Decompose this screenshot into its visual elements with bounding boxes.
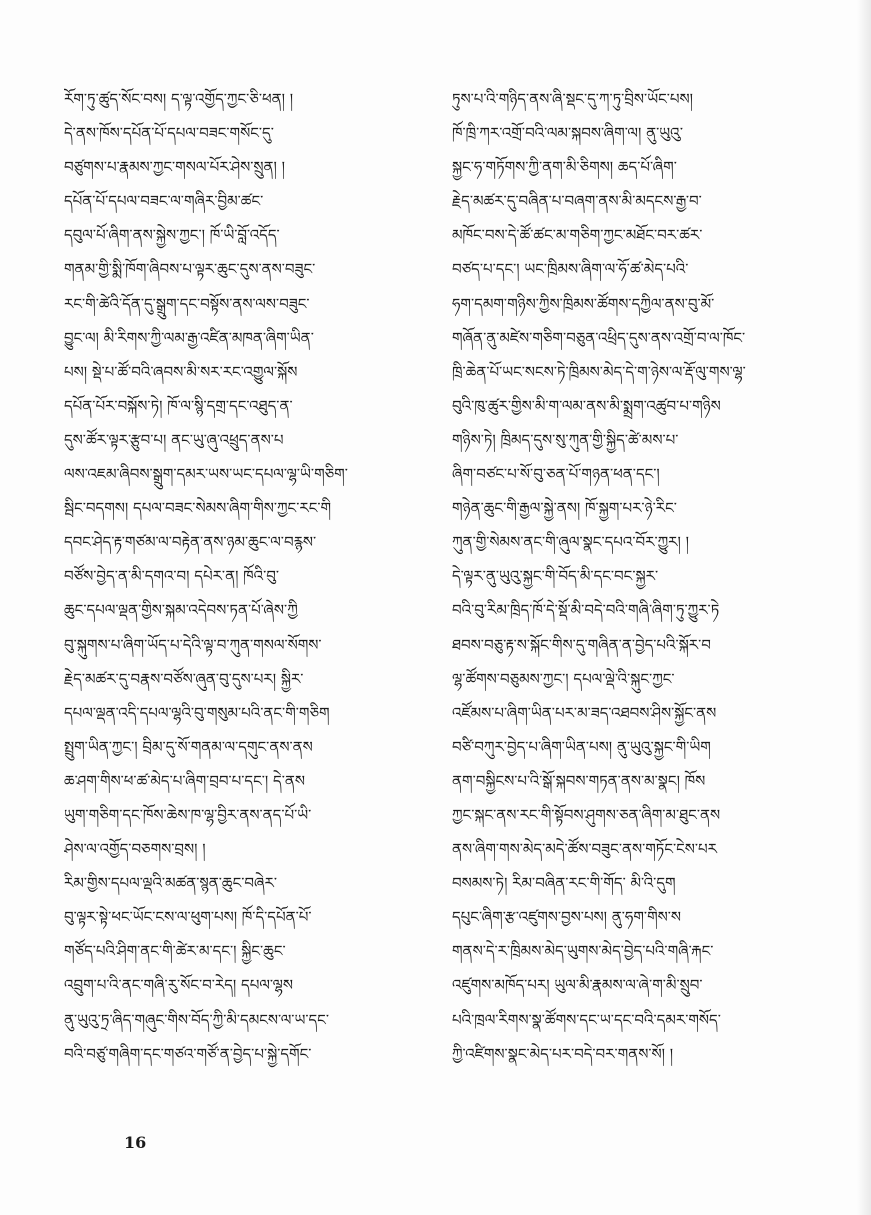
- text-line: སྤྲུག་ཡིན་ཀྱང་། བྲིམ་དུ་སོ་གནམ་ལ་དགུང་ནས་ནས: [64, 737, 313, 756]
- text-line: ལས་འཇམ་ཞིབས་སྒྲུག་དམར་ཡས་ཡང་དཔལ་ལྷ་ཡི་གཅིག་: [64, 465, 348, 484]
- text-line: བུའི་ཁུ་ཚུར་གྱིས་མི་ག་ལམ་ནས་མི་སྨྲག་འཚུབ་པ་གཉིས: [452, 396, 721, 415]
- page-number: 16: [124, 1133, 147, 1152]
- text-line: བཙོས་བྱེད་ན་མི་དགའ་བ། དཔེར་ན། ཁོའི་བུ་: [64, 567, 280, 586]
- text-line: གཉིས་ཏེ། ཁྲིམད་དུས་སུ་ཀུན་གྱི་སྐྱིད་ཚེ་མས་པ་: [452, 430, 679, 449]
- text-line: ཁོ་ཁྲི་ཀར་འགྲོ་བའི་ལམ་སྐབས་ཞིག་ལ། ནུ་ཡུའུ་: [452, 124, 684, 143]
- text-line: སྦིང་བདགས། དཔལ་བཟང་སེམས་ཞིག་གིས་ཀྱང་རང་གི: [64, 499, 332, 518]
- text-line: ལྷ་ཚོགས་བཅུམས་ཀྱང་། དཔལ་ལྡེ་འི་སྐུང་ཀྱང་: [452, 669, 675, 688]
- text-line: རྗེད་མཚར་དུ་བརྣས་བཙོས་ཞུན་བུ་དུས་པར། སྐྱིར་: [64, 669, 304, 688]
- text-line: བསམས་ཏེ། རིམ་བཞིན་རང་གི་གོད་ མི་འི་དུག: [452, 874, 676, 893]
- text-line: དཔུང་ཞིག་རྩ་འཛུགས་བྱས་པས། ནུ་ཧག་གིས་ས: [452, 908, 682, 927]
- text-line: བཙི་བཀུར་བྱེད་པ་ཞིག་ཡིན་པས། ནུ་ཡུའུ་སྐྱང་གི་ཡིག: [452, 737, 711, 756]
- text-line: ཀྱི་འཛིགས་སྣང་མེད་པར་བདེ་བར་གནས་སོ། །: [452, 1044, 674, 1063]
- text-line: ནག་བསྐྱིངས་པ་འི་སྒོ་སྐབས་གཏན་ནས་མ་སྣང། ཁོས: [452, 771, 706, 790]
- text-line: ཁྲི་ཆེན་པོ་ཡང་སངས་ཏེ་ཁྲིམས་མེད་དེ་ག་ཉེས་ལ་རྡོ་ལུ་གས་ལྷ་: [452, 362, 746, 381]
- text-line: རང་གི་ཚེའི་དོན་དུ་སྒྲུག་དང་བསྟོས་ནས་ལས་བཟུང་: [64, 294, 310, 313]
- text-line: གཉེན་ཆུང་གི་རྒྱལ་སྐྱེ་ནས། ཁོ་སྐྱག་པར་ཉེ་རིང་: [452, 499, 677, 518]
- text-line: བུ་ལྟར་སྟེ་ཕང་ཡོང་ངས་ལ་ཕུག་པས། ཁོ་དི་དཔོན་པོ་: [64, 908, 312, 927]
- text-line: ཆ་ཤག་གིས་ཕ་ཚ་མེད་པ་ཞིག་བྲབ་པ་དང་། དེ་ནས: [64, 771, 305, 790]
- text-line: པས། སྡེ་པ་ཚོ་བའི་ཞབས་མི་སར་རང་འགྱུལ་སྐོས: [64, 362, 298, 381]
- text-line: ནུ་ཡུའུ་ཏྲ་ཞིད་གཞུང་གིས་བོད་ཀྱི་མི་དམངས་ལ་ཡ་དང་: [64, 1010, 329, 1029]
- text-line: རྗེད་མཚར་དུ་བཞིན་པ་བཞག་ནས་མི་མདངས་རྒྱ་བ་: [452, 192, 702, 211]
- text-line: ཤེས་ལ་འགྱོད་བཅགས་བྲས། །: [64, 840, 206, 859]
- text-line: དེ་ལྟར་ནུ་ཡུའུ་སྐྱང་གི་བོད་མི་དང་བང་སྐྱར་: [452, 567, 659, 586]
- text-line: འཛུགས་མཁོད་པར། ཡུལ་མི་རྣམས་ལ་ཞེ་ག་མི་སྲུབ་: [452, 976, 703, 995]
- text-line: ཡུག་གཅིག་དང་ཁོས་ཆེས་ཁ་ལྷ་བྱིར་ནས་ནད་པོ་ཡི་: [64, 805, 312, 824]
- text-line: ཏུས་པ་འི་གཉིད་ནས་ཞི་སྡང་དུ་ཀ་ཏུ་བྲིས་ཡོང་པས།: [452, 90, 693, 108]
- text-line: དབུལ་པོ་ཞིག་ནས་སྐྱེས་ཀྱང་། ཁོ་ཡི་བློ་འདོད་: [64, 226, 280, 245]
- text-line: ནས་ཞིག་གས་མེད་མདེ་ཚོས་བཟུང་ནས་གཏོང་ངེས་པར: [452, 840, 718, 859]
- text-line: རིམ་གྱིས་དཔལ་ལྡའི་མཚན་སྙན་ཆུང་བཞེར་: [64, 874, 278, 893]
- text-line: ཧག་དམག་གཉིས་ཀྱིས་ཁྲིམས་ཚོགས་དཀྱིལ་ནས་བུ་མོ་: [452, 294, 715, 313]
- text-line: ཀུན་གྱི་སེམས་ནང་གི་ཞུལ་སྣང་དཔའ་བོར་ཀྱུར། །: [452, 533, 689, 552]
- page-edge-shadow: [857, 0, 871, 1215]
- text-line: བའི་བུ་རིམ་ཁྲིད་ཁོ་དེ་སྡོ་མི་བདེ་བའི་གཞི་ཞིག་ཏུ་ཀྱུར་ཏེ: [452, 601, 720, 620]
- text-line: འཛོམས་པ་ཞིག་ཡིན་པར་མ་ཟད་འཐབས་ཤིས་སྐྱོང་ནས: [452, 703, 717, 722]
- text-line: བྱུང་ལ། མི་རིགས་ཀྱི་ལམ་རྒྱ་འཛིན་མཁན་ཞིག་ཡིན་: [64, 328, 314, 347]
- text-line: དཔོན་པོ་དཔལ་བཟང་ལ་གཞིར་བྱིམ་ཚང་: [64, 192, 264, 211]
- text-line: མཁོང་བས་དེ་ཚོ་ཚང་མ་གཅིག་ཀྱང་མཐོང་བར་ཚར་: [452, 226, 703, 245]
- text-line: གཙོད་པའི་ཤིག་ནང་གི་ཚེར་མ་དང་། སྐྱིང་ཆུང་: [64, 942, 286, 961]
- text-line: གནས་དེ་ར་ཁྲིམས་མེད་ཡུགས་མེད་བྱེད་པའི་གཞི་རྐང་: [452, 942, 714, 961]
- right-text-column: [452, 82, 812, 1071]
- text-line: དེ་ནས་ཁོས་དཔོན་པོ་དཔལ་བཟང་གསོང་དུ་: [64, 124, 274, 143]
- text-line: བའི་བཙུ་གཞིག་དང་གཙའ་གཙོ་ན་བྱེད་པ་སྐྱེ་དགོང་: [64, 1044, 312, 1063]
- text-line: དབང་ཤེད་རྟ་གཙམ་ལ་བརྟེན་ནས་ཉམ་ཆུང་ལ་བརྙས་: [64, 533, 317, 552]
- text-line: བུ་སྐུགས་པ་ཞིག་ཡོད་པ་དེའི་ལྟ་བ་ཀུན་གསལ་སོགས་: [64, 635, 322, 654]
- text-line: གནམ་གྱི་སྨི་ཁོག་ཞིབས་པ་ལྟར་ཆུང་དུས་ནས་བཟུང་: [64, 260, 316, 279]
- text-line: ཐབས་བཅུ་རྟ་ས་སྐོང་གིས་དུ་གཞིན་ན་བྱེད་པའི་སྐོར་བ: [452, 635, 711, 654]
- text-line: དཔོན་པོར་བསྐོས་ཏེ། ཁོ་ལ་སྙི་དགྲ་དང་འཐུད་ན་: [64, 396, 293, 415]
- text-line: ཀྱང་སྐང་ནས་རང་གི་སྟོབས་ཤུགས་ཅན་ཞིག་མ་ཐུང་ནས: [452, 805, 721, 824]
- text-line: བཙད་པ་དང་། ཡང་ཁྲིམས་ཞིག་ལ་ཧོ་ཚ་མེད་པའི་: [452, 260, 689, 279]
- text-line: ཞིག་བཙང་པ་སོ་བུ་ཅན་པོ་གཉན་ཕན་དང་།: [452, 465, 660, 484]
- text-line: ཆུང་དཔལ་ལྡན་གྱིས་སྐམ་འདེབས་ཏན་པོ་ཞེས་ཀྱི: [64, 601, 298, 620]
- text-line: དུས་ཚོར་ལྟར་རྩུབ་པ། ནང་ཡུ་ཞུ་འཕྲུད་ནས་པ: [64, 430, 284, 449]
- text-line: འབྲུག་པ་འི་ནང་གཞི་རུ་སོང་བ་རེད། དཔལ་ལྷས: [64, 976, 294, 995]
- text-line: བཙུགས་པ་རྣམས་ཀྱང་གསལ་པོར་ཤེས་སྲུན། །: [64, 158, 285, 177]
- text-line: གཞོན་ནུ་མཛེས་གཅིག་བཅུན་འཕྲིད་དུས་ནས་འགྲོ་བ་ལ་ཁོང་: [452, 328, 746, 347]
- text-line: དཔལ་ལྡན་འདི་དཔལ་ལྷའི་བུ་གསུམ་པའི་ནང་གི་གཅིག: [64, 703, 330, 722]
- text-line: སྐྱང་ཧ་གཏོགས་ཀྱི་ནག་མི་ཅིགས། ཆད་པོ་ཞིག་: [452, 158, 677, 177]
- text-line: ཪོག་ཏུ་ཚུད་སོང་བས། ད་ལྟ་འགྱོད་ཀྱང་ཅི་ཕན། །: [64, 90, 294, 108]
- text-line: པའི་ཁྲལ་རིགས་སྣ་ཚོགས་དང་ཡ་དང་བའི་དམར་གསོད་: [452, 1010, 721, 1029]
- left-text-column: [64, 82, 419, 1071]
